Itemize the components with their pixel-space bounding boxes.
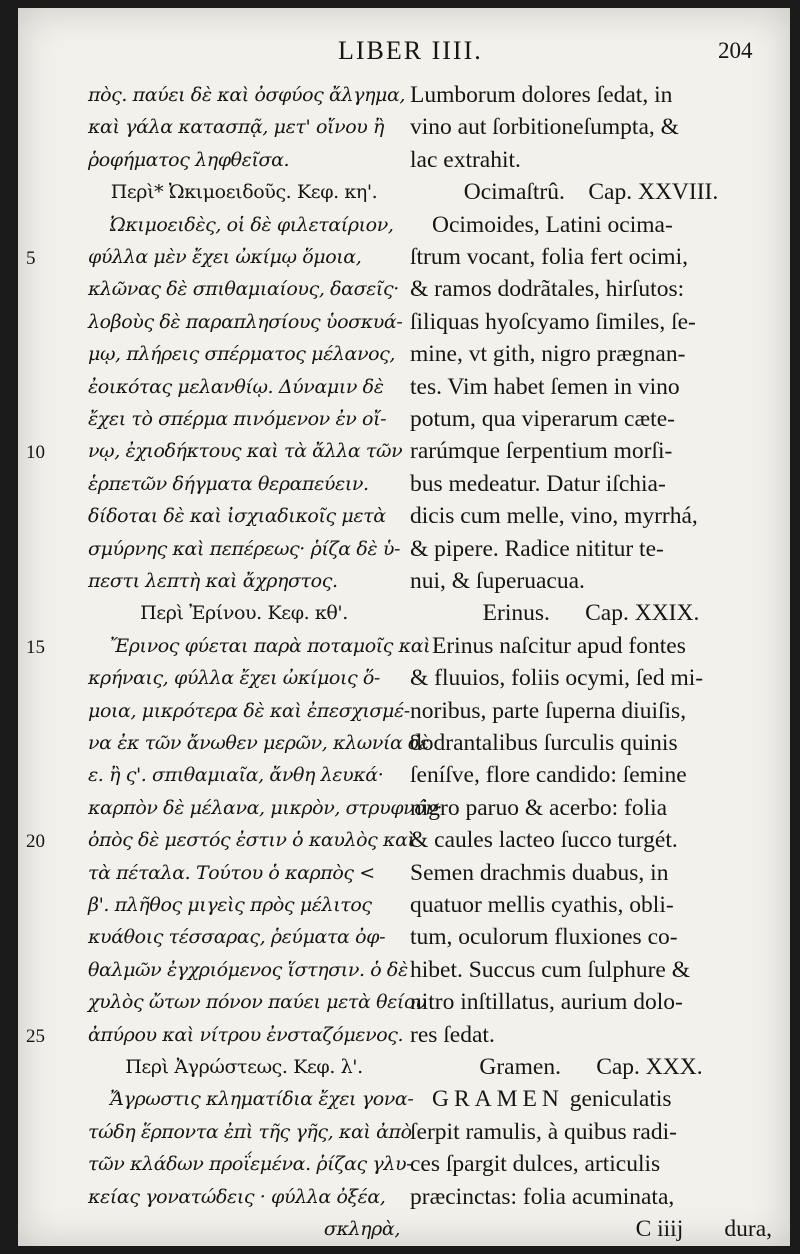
text-line: tum, oculorum fluxiones co-: [410, 924, 678, 951]
text-line: ὀπὸς δὲ μεστός ἐστιν ὁ καυλὸς καὶ: [88, 829, 415, 852]
text-line: & fluuios, foliis ocymi, ſed mi-: [410, 665, 704, 692]
text-line: ἐοικότας μελανθίῳ. Δύναμιν δὲ: [88, 375, 384, 398]
text-line: quatuor mellis cyathis, obli-: [410, 892, 674, 918]
text-line: μῳ, πλήρεις σπέρματος μέλανος,: [88, 343, 396, 366]
text-line: φύλλα μὲν ἔχει ὠκίμῳ ὅμοια,: [88, 246, 362, 268]
text-line: C iiij dura,: [635, 1216, 772, 1242]
text-line: κυάθοις τέσσαρας, ῥεύματα ὀφ-: [88, 926, 386, 949]
running-head: [18, 30, 790, 70]
text-line: νῳ, ἐχιοδήκτους καὶ τὰ ἄλλα τῶν: [88, 440, 403, 463]
chapter-heading: Ocimaſtrû. Cap. XXVIII.: [463, 179, 719, 206]
text-line: bus medeatur. Datur iſchia-: [410, 470, 666, 497]
text-line: & caules lacteo ſucco turgét.: [410, 827, 678, 854]
margin-line-number: 5: [26, 248, 36, 269]
margin-line-number: 10: [26, 442, 45, 464]
text-line: ε. ἢ ς'. σπιθαμιαῖα, ἄνθη λευκά·: [88, 764, 384, 787]
text-line: Ocimoides, Latini ocima-: [432, 211, 673, 238]
text-line: res ſedat.: [410, 1021, 495, 1048]
chapter-heading: Gramen. Cap. XXX.: [479, 1054, 703, 1080]
text-line: Lumborum dolores ſedat, in: [410, 82, 673, 108]
text-line: μοια, μικρότερα δὲ καὶ ἐπεσχισμέ-: [88, 699, 410, 722]
chapter-heading: Περὶ Ἀγρώστεως. Κεφ. λ'.: [125, 1056, 363, 1078]
margin-line-number: 25: [26, 1025, 45, 1047]
text-line: κείας γονατώδεις · φύλλα ὀξέα,: [88, 1185, 386, 1208]
text-line: σκληρὰ,: [323, 1218, 400, 1240]
page-number: 204: [718, 38, 753, 63]
text-line: hibet. Succus cum ſulphure &: [410, 956, 690, 983]
text-line: Semen drachmis duabus, in: [410, 859, 669, 886]
text-line: dodrantalibus ſurculis quinis: [410, 730, 678, 756]
running-head-title: LIBER IIII.: [338, 36, 483, 65]
text-line: noribus, parte ſuperna diuiſis,: [410, 697, 687, 724]
text-line: τώδη ἕρποντα ἐπὶ τῆς γῆς, καὶ ἀπὸ: [88, 1120, 412, 1143]
text-line: tes. Vim habet ſemen in vino: [410, 373, 680, 400]
text-line: τῶν κλάδων προΐεμένα. ῥίζας γλυ-: [88, 1153, 413, 1176]
text-line: ſeníſve, flore candido: ſemine: [410, 762, 687, 789]
text-line: præcinctas: folia acuminata,: [410, 1183, 675, 1210]
text-line: πεστι λεπτὴ καὶ ἄχρηστος.: [88, 570, 338, 592]
text-line: ſtrum vocant, folia fert ocimi,: [410, 244, 688, 270]
margin-line-number: 20: [26, 831, 45, 853]
text-line: Ἄγρωστις κληματίδια ἔχει γονα-: [110, 1088, 414, 1111]
chapter-heading: Περὶ* Ὠκιμοειδοῦς. Κεφ. κη'.: [110, 181, 378, 204]
text-line: nui, & ſuperuacua.: [410, 568, 585, 594]
text-line: κρήναις, φύλλα ἔχει ὠκίμοις ὅ-: [88, 667, 380, 690]
text-line: & pipere. Radice nititur te-: [410, 535, 664, 562]
text-line: καὶ γάλα κατασπᾷ, μετ' οἴνου ἢ: [88, 116, 385, 139]
text-line: vino aut ſorbitioneſumpta, &: [410, 114, 679, 141]
text-line: ſerpit ramulis, à quibus radi-: [410, 1118, 677, 1145]
text-line: ῥοφήματος ληφθεῖσα.: [88, 148, 290, 171]
text-line: κλῶνας δὲ σπιθαμιαίους, δασεῖς·: [88, 278, 399, 301]
text-line: potum, qua viperarum cæte-: [410, 406, 675, 432]
chapter-heading: Erinus. Cap. XXIX.: [482, 600, 700, 627]
text-line: δίδοται δὲ καὶ ἰσχιαδικοῖς μετὰ: [88, 505, 386, 528]
text-line: σμύρνης καὶ πεπέρεως· ῥίζα δὲ ὑ-: [88, 537, 401, 560]
text-line: dicis cum melle, vino, myrrhá,: [410, 503, 698, 530]
text-line: λοβοὺς δὲ παραπλησίους ὑοσκυά-: [88, 310, 403, 333]
text-line: ſiliquas hyoſcyamo ſimiles, ſe-: [410, 308, 696, 335]
text-line: ἔχει τὸ σπέρμα πινόμενον ἐν οἴ-: [88, 408, 387, 430]
text-line: ἀπύρου καὶ νίτρου ἐνσταζόμενος.: [88, 1023, 404, 1046]
text-line: GRAMEN geniculatis: [432, 1086, 672, 1113]
text-line: να ἐκ τῶν ἄνωθεν μερῶν, κλωνία δὲ: [88, 732, 429, 754]
text-line: καρπὸν δὲ μέλανα, μικρὸν, στρυφνόν·: [88, 796, 443, 819]
text-line: Erinus naſcitur apud fontes: [432, 632, 686, 659]
text-line: & ramos dodrãtales, hirſutos:: [410, 276, 685, 303]
book-page: [18, 8, 790, 1246]
text-line: χυλὸς ὤτων πόνον παύει μετὰ θείου: [88, 991, 427, 1014]
text-line: nigro paruo & acerbo: folia: [410, 794, 668, 821]
text-line: mine, vt gith, nigro prægnan-: [410, 341, 686, 368]
text-line: Ἔρινος φύεται παρὰ ποταμοῖς καὶ: [110, 634, 431, 657]
chapter-heading: Περὶ Ἐρίνου. Κεφ. κθ'.: [140, 602, 348, 625]
text-line: Ὠκιμοειδὲς, οἱ δὲ φιλεταίριον,: [110, 213, 394, 236]
text-line: ces ſpargit dulces, articulis: [410, 1151, 661, 1178]
text-line: ἑρπετῶν δήγματα θεραπεύειν.: [88, 472, 369, 495]
text-line: θαλμῶν ἐγχριόμενος ἵστησιν. ὁ δὲ: [88, 958, 408, 981]
text-line: rarúmque ſerpentium morſi-: [410, 438, 673, 465]
text-line: β'. πλῆθος μιγεὶς πρὸς μέλιτος: [88, 894, 372, 916]
text-line: τὰ πέταλα. Τούτου ὁ καρπὸς <: [88, 861, 375, 884]
text-line: πὸς. παύει δὲ καὶ ὀσφύος ἄλγημα,: [88, 84, 406, 106]
text-line: nitro inſtillatus, aurium dolo-: [410, 989, 683, 1016]
margin-line-number: 15: [26, 636, 45, 658]
text-line: lac extrahit.: [410, 146, 521, 173]
